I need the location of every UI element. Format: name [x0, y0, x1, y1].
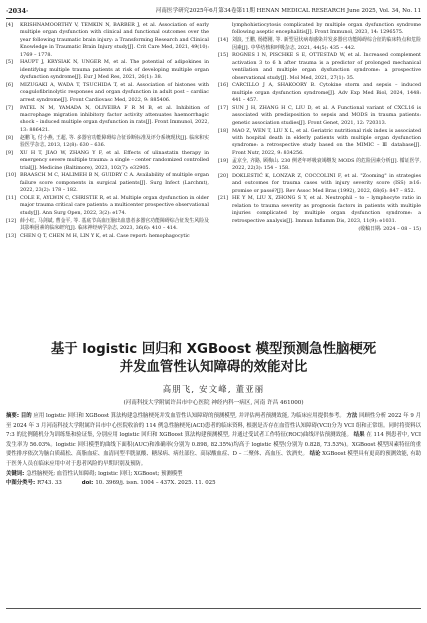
reference-text: XU H T, JIAO W, ZHANG Y F, et al. Effects of ulinastatin therapy in emergency severe multiple trauma: a single – center randomized controlled trial[J]. Medicine (Baltimore), 2023, 102(7): e32905.	[20, 149, 209, 171]
reference-text: MIZUGAKI A, WADA T, TSUCHIDA T, et al. Association of histones with coagulofibrinolytic responses and organ dysfunction in adult post – cardiac arrest syndrome[J]. Front Cardiovasc Med, 2022, 9: 885406.	[20, 82, 209, 103]
reference-item	[218, 173, 421, 195]
reference-text: SUN J H, ZHANG H C, LIU D, et al. A Functional variant of CXCL16 is associated with predisposition to sepsis and MODS in trauma patients: genetic association studies[J]. Front Genet, 2021, 12: 720313.	[232, 105, 421, 126]
reference-number: [13]	[6, 232, 17, 239]
reference-item	[6, 172, 209, 194]
keywords-text: 急性脑梗死; 血管性认知障碍; logistic 回归; XGBoost; 预测模型	[26, 470, 183, 477]
reference-number: [21]	[218, 195, 229, 202]
reference-item	[218, 158, 421, 173]
reference-text: DOKLESTIĆ K, LONZAR Z, COCCOLINI F, et al. "Zooming" in strategies and outcomes for trauma cases with injury severity score (ISS) ≥16: promise or passé?[J]. Rev Assoc Med Bras (1992), 2022, 68(6): 847 – 852.	[232, 172, 421, 194]
reference-item	[6, 135, 209, 150]
reference-number: [17]	[218, 105, 229, 112]
reference-number: [11]	[6, 195, 17, 202]
reference-item	[218, 128, 421, 158]
author-list: 高朋飞, 安文峰, 董亚丽	[162, 384, 265, 394]
reference-text: HAUPT J, KRYSIAK N, UNGER M, et al. The potential of adipokines in identifying multiple trauma patients at risk of developing multiple organ dysfunction syndrome[J]. Eur J Med Res, 2021, 26(1): 38.	[20, 59, 209, 81]
reference-column-right	[218, 22, 421, 234]
header-rule	[6, 18, 421, 19]
journal-line: 河南医学研究2025年6月第34卷第11期 HENAN MEDICAL RESEARCH June 2025, Vol. 34, No. 11	[155, 8, 421, 14]
reference-item	[218, 52, 421, 82]
reference-text: COLE E, AYLWIN C, CHRISTIE R, et al. Multiple organ dysfunction in older major trauma critical care patients: a multicenter prospective observational study[J]. Ann Surg Open, 2022, 3(2): e174.	[20, 195, 209, 216]
reference-number: [16]	[218, 82, 229, 89]
abstract-results: 在 114 例患者中, VCI 发生率为 56.03%。logistic 回归模型的曲线下面积(AUC)和准确率(分别为 0.898, 82.35%)均高于 logistic 模型(分别为 0.828, 73.53%)。XGBoost 模型因素特征的重要性排序依次为脑白质疏松、高脂血症、血清同型半胱氨酸、糖尿病、病灶部位、高尿酸血症、D – 二聚体、高血压、饮酒史。	[6, 432, 421, 458]
reference-item	[6, 218, 209, 233]
abstract-objective: 应用 logistic 回归和 XGBoost 算法构建急性脑梗死并发血管性认知障碍的预测模型, 并评估两者预测效能, 为临床应用提供参考。	[33, 413, 345, 419]
bottom-rule	[6, 608, 421, 609]
reference-item	[218, 82, 421, 104]
clc-label: 中图分类号:	[6, 480, 36, 487]
reference-item	[6, 233, 209, 240]
reference-text: BRAASCH M C, HALIMEH B N, GUIDRY C A. Availability of multiple organ failure score components in surgical patients[J]. Surg Infect (Larchmt), 2022, 23(2): 178 – 182.	[20, 172, 209, 194]
running-header	[6, 5, 421, 18]
keywords-line	[6, 470, 421, 480]
abstract-objective-label: 摘要: 目的	[6, 413, 32, 419]
reference-item	[218, 22, 421, 37]
reference-number: [4]	[6, 22, 13, 28]
reference-text: CARCILLO J A, SHAKOORY B. Cytokine storm and sepsis – induced multiple organ dysfunction syndrome[J]. Adv Exp Med Biol, 2024, 1448: 441 – 457.	[232, 82, 421, 104]
abstract-results-label: 结果	[353, 432, 365, 439]
reference-number: [10]	[6, 172, 17, 179]
reference-item	[6, 59, 209, 81]
abstract-conclusion-label: 结论	[309, 451, 321, 458]
reference-item	[6, 82, 209, 104]
reference-text: KRISHNAMOORTHY V, TEMKIN N, BARBER J, et al. Association of early multiple organ dysfunction with clinical and functional outcomes over the year following traumatic brain injury: a Transforming Research and Clinical Knowledge in Traumatic Brain Injury study[J]. Crit Care Med, 2021, 49(10): 1769 – 1778.	[20, 22, 209, 58]
reference-number: [12]	[6, 217, 17, 224]
reference-list	[6, 22, 421, 337]
abstract-block	[6, 412, 421, 489]
reference-number: [18]	[218, 127, 229, 134]
abstract-methods: 回顾性分析 2022 年 9 月至 2024 年 3 月河南科技大学附属许昌市中心医院收治的 114 例急性脑梗死(ACI)患者的临床资料, 根据是否存在血管性认知障碍(VCI)分为 VCI 组和正常组。同时将资料以 7:3 的比例随机分为训练集和验证集, 分别应用 logistic 回归和 XGBoost 算法构建预测模型, 并通过受试者工作特征(ROC)曲线评估预测效能。	[6, 413, 421, 439]
reference-number: [15]	[218, 52, 229, 59]
classification-line	[6, 479, 421, 489]
reference-text: CHEN Q T, CHEN M H, LIN Y K, et al. Case report: hemophagocytic	[20, 232, 190, 239]
reference-item	[6, 150, 209, 172]
reference-text: PATEL N M, YAMADA N, OLIVEIRA F R M B, et al. Inhibition of macrophage migration inhibitory factor activity attenuates haemorrhagic shock – induced multiple organ dysfunction in rats[J]. Front Immunol, 2022, 13: 886421.	[20, 104, 210, 133]
reference-item	[218, 195, 421, 225]
clc-number: R743. 33	[37, 480, 62, 487]
reference-text: 孟京全, 齐路, 顾梅山. 230 例老年呼吸衰竭继发 MODS 的危险因素分析[J]. 循证医学, 2022, 22(3): 154 – 158.	[232, 157, 421, 172]
article-title	[0, 341, 427, 377]
reference-text: 薛小红, 马剑斌, 曹金平, 等. 基底节高血压脑出血患者多器官功能障碍综合征发生风险及其影响因素的临床研究[J]. 临床神经病学杂志, 2023, 36(6): 410 – 414.	[20, 217, 209, 232]
reference-item	[6, 22, 209, 59]
reference-number: [14]	[218, 37, 229, 44]
doi-label: doi:	[81, 480, 94, 487]
title-line-1: 基于 logistic 回归和 XGBoost 模型预测急性脑梗死	[50, 342, 377, 357]
reference-text: HE Y M, LIU X, ZHONG S Y, et al. Neutrophil – to – lymphocyte ratio in relation to trauma severity as prognosis factors in patients with multiple injuries complicated by multiple organ dysfunction syndrome: a retrospective analysis[J]. Immun Inflamm Dis, 2023, 11(9): e1031.	[232, 195, 421, 224]
reference-number: [8]	[6, 134, 13, 141]
reference-number: [20]	[218, 172, 229, 179]
reference-number: [7]	[6, 104, 13, 111]
doi-value: 10. 3969/j. issn. 1004 – 437X. 2025. 11. 025	[95, 480, 216, 487]
reference-text: ROGNES I N, PISCHKE S E, OTTESTAD W, et al. Increased complement activation 3 to 6 h after trauma is a predictor of prolonged mechanical ventilation and multiple organ dysfunction syndrome: a prospective observational study[J]. Mol Med, 2021, 27(1): 35.	[232, 52, 421, 81]
reference-text: 赵鹏飞, 付小燕, 王超, 等. 多器官功能障碍综合征诊断标准及评分系统现状[J]. 临床和实验医学杂志, 2013, 12(8): 630 – 636.	[20, 134, 209, 149]
reference-item	[218, 37, 421, 52]
abstract-methods-label: 方法	[346, 413, 358, 419]
reference-item	[6, 195, 209, 217]
reference-text: lymphohistiocytosis complicated by multiple organ dysfunction syndrome following aseptic encephalitis[J]. Front Immunol, 2023, 14: 1296575.	[232, 22, 421, 36]
reference-column-left	[6, 22, 209, 241]
reference-number: [5]	[6, 59, 13, 66]
title-line-2: 并发血管性认知障碍的效能对比	[119, 360, 308, 375]
page-number: ·2034·	[6, 7, 29, 15]
reference-number: [9]	[6, 149, 13, 156]
reference-number: [19]	[218, 157, 229, 164]
reference-text: MAO Z, WEN T, LIU X L, et al. Geriatric nutritional risk index is associated with hospital death in elderly patients with multiple organ dysfunction syndrome: a retrospective study based on the MIMIC – Ⅲ database[J]. Front Nutr, 2022, 9: 834256.	[232, 127, 421, 156]
reference-item	[218, 105, 421, 127]
reference-number: [6]	[6, 82, 13, 89]
affiliation: (河南科技大学附属许昌市中心医院 神经内科一病区, 河南 许昌 461000)	[123, 400, 304, 406]
abstract-conclusion: XGBoost 模型具有更高的预测效能, 有助于医务人员在临床应用中对于患者风险的早期识别及预防。	[6, 451, 422, 467]
received-date: (收稿日期: 2024 – 08 – 15)	[358, 226, 421, 233]
reference-text: 刘浪, 王鹏, 杨德刚, 等. 新型冠状病毒感染并发多器官功能障碍综合征的临床特点和危险因素[J]. 中华结核和呼吸杂志, 2021, 44(5): 435 – 442.	[232, 37, 421, 51]
keywords-label: 关键词:	[6, 470, 25, 477]
reference-item	[6, 105, 209, 135]
